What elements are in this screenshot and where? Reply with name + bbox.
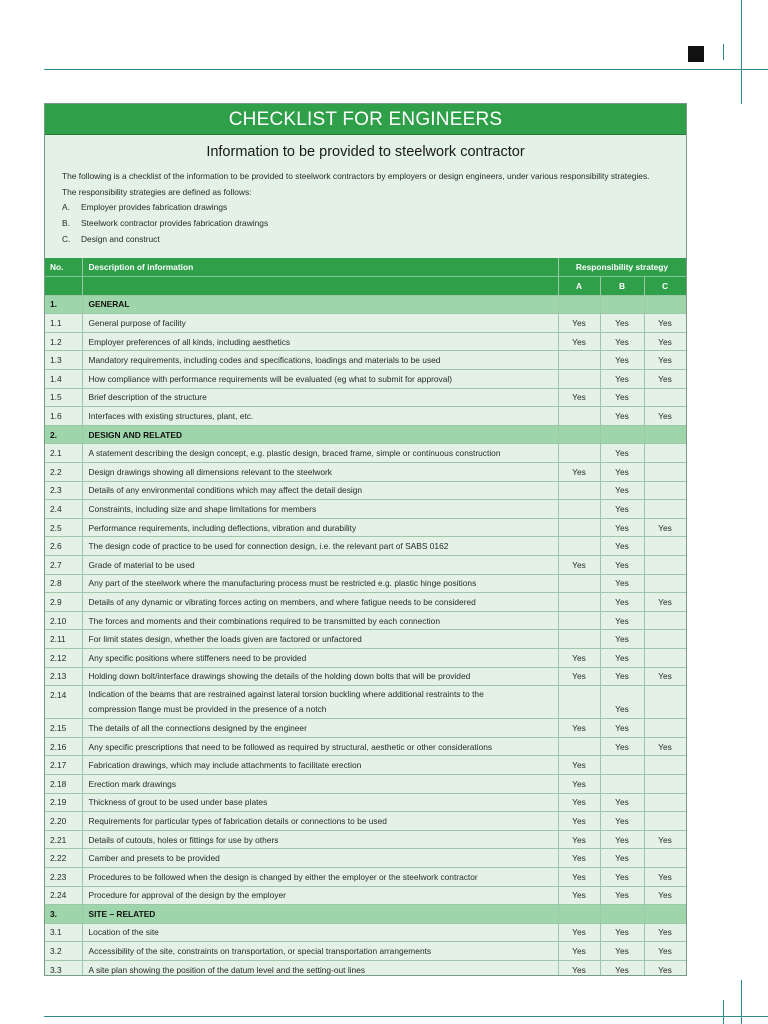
strategy-text: Employer provides fabrication drawings bbox=[81, 202, 228, 213]
row-number: 2.10 bbox=[45, 611, 82, 630]
strategy-c-cell bbox=[644, 611, 686, 630]
row-description: Grade of material to be used bbox=[82, 556, 558, 575]
table-row bbox=[45, 611, 686, 630]
row-description: A statement describing the design concept, e.g. plastic design, braced frame, simple or continuous construction bbox=[82, 444, 558, 463]
strategy-c-cell: Yes bbox=[644, 314, 686, 333]
strategy-b-cell bbox=[600, 295, 644, 314]
strategy-a-cell bbox=[558, 370, 600, 389]
strategy-text: Design and construct bbox=[81, 233, 160, 244]
row-number: 2.13 bbox=[45, 667, 82, 686]
strategy-c-cell bbox=[644, 719, 686, 738]
row-description: How compliance with performance requirements will be evaluated (eg what to submit for approval) bbox=[82, 370, 558, 389]
strategy-c-cell bbox=[644, 756, 686, 775]
strategy-a-cell: Yes bbox=[558, 867, 600, 886]
table-row bbox=[45, 793, 686, 812]
row-description: The design code of practice to be used for connection design, i.e. the relevant part of SABS 0162 bbox=[82, 537, 558, 556]
row-description: Interfaces with existing structures, plant, etc. bbox=[82, 407, 558, 426]
row-description bbox=[82, 686, 558, 719]
strategy-c-cell: Yes bbox=[644, 960, 686, 976]
strategy-b-cell: Yes bbox=[600, 611, 644, 630]
strategy-c-cell bbox=[644, 905, 686, 924]
strategy-b-cell: Yes bbox=[600, 719, 644, 738]
strategy-a-cell bbox=[558, 425, 600, 444]
row-number: 2.22 bbox=[45, 849, 82, 868]
row-description: A site plan showing the position of the datum level and the setting-out lines bbox=[82, 960, 558, 976]
col-header-no: No. bbox=[45, 258, 82, 277]
row-number: 2.4 bbox=[45, 500, 82, 519]
row-description: Requirements for particular types of fabrication details or connections to be used bbox=[82, 812, 558, 831]
strategy-b-cell: Yes bbox=[600, 886, 644, 905]
table-row bbox=[45, 537, 686, 556]
table-row bbox=[45, 556, 686, 575]
strategy-b-cell: Yes bbox=[600, 737, 644, 756]
strategy-c-cell bbox=[644, 425, 686, 444]
table-row bbox=[45, 737, 686, 756]
row-description: Location of the site bbox=[82, 923, 558, 942]
strategy-c-cell bbox=[644, 556, 686, 575]
strategy-a-cell: Yes bbox=[558, 756, 600, 775]
strategy-a-cell bbox=[558, 407, 600, 426]
strategy-a-cell: Yes bbox=[558, 812, 600, 831]
strategy-b-cell bbox=[600, 756, 644, 775]
table-row bbox=[45, 332, 686, 351]
strategy-c-cell bbox=[644, 388, 686, 407]
strategy-b-cell bbox=[600, 905, 644, 924]
table-subheader-row bbox=[45, 277, 686, 296]
strategy-a-cell: Yes bbox=[558, 886, 600, 905]
row-description: Performance requirements, including deflections, vibration and durability bbox=[82, 518, 558, 537]
row-description: Fabrication drawings, which may include attachments to facilitate erection bbox=[82, 756, 558, 775]
strategy-option-b bbox=[62, 216, 686, 232]
strategy-b-cell bbox=[600, 425, 644, 444]
row-number: 1.6 bbox=[45, 407, 82, 426]
row-description: Accessibility of the site, constraints on transportation, or special transportation arrangements bbox=[82, 942, 558, 961]
row-description: The details of all the connections designed by the engineer bbox=[82, 719, 558, 738]
table-row bbox=[45, 774, 686, 793]
registration-mark bbox=[688, 46, 704, 62]
row-description: Mandatory requirements, including codes and specifications, loadings and materials to be used bbox=[82, 351, 558, 370]
strategy-c-cell: Yes bbox=[644, 370, 686, 389]
row-description: Design drawings showing all dimensions relevant to the steelwork bbox=[82, 463, 558, 482]
strategy-a-cell: Yes bbox=[558, 774, 600, 793]
strategy-b-cell: Yes bbox=[600, 942, 644, 961]
intro-line-1: The following is a checklist of the information to be provided to steelwork contractors by employers or design engineers, under various responsibility strategies. bbox=[62, 171, 650, 181]
strategy-a-cell bbox=[558, 537, 600, 556]
row-number: 2.8 bbox=[45, 574, 82, 593]
row-description: Procedure for approval of the design by the employer bbox=[82, 886, 558, 905]
page-title: CHECKLIST FOR ENGINEERS bbox=[45, 104, 686, 135]
row-number: 1.4 bbox=[45, 370, 82, 389]
row-number: 1.1 bbox=[45, 314, 82, 333]
crop-line-vertical-top bbox=[741, 0, 742, 104]
strategy-a-cell bbox=[558, 630, 600, 649]
row-number: 2.9 bbox=[45, 593, 82, 612]
table-row bbox=[45, 719, 686, 738]
row-number: 3. bbox=[45, 905, 82, 924]
row-number: 2.12 bbox=[45, 648, 82, 667]
strategy-c-cell bbox=[644, 481, 686, 500]
row-description-line: compression flange must be provided in the presence of a notch bbox=[88, 704, 327, 715]
strategy-a-cell: Yes bbox=[558, 719, 600, 738]
table-row bbox=[45, 630, 686, 649]
strategy-a-cell: Yes bbox=[558, 667, 600, 686]
table-row bbox=[45, 593, 686, 612]
strategy-c-cell bbox=[644, 537, 686, 556]
table-row bbox=[45, 518, 686, 537]
col-header-c: C bbox=[644, 277, 686, 296]
strategy-a-cell bbox=[558, 444, 600, 463]
row-number: 2.20 bbox=[45, 812, 82, 831]
strategy-b-cell: Yes bbox=[600, 518, 644, 537]
table-row bbox=[45, 314, 686, 333]
table-header-row bbox=[45, 258, 686, 277]
strategy-letter: A. bbox=[62, 202, 70, 213]
strategy-b-cell: Yes bbox=[600, 867, 644, 886]
strategy-b-cell: Yes bbox=[600, 667, 644, 686]
table-row bbox=[45, 923, 686, 942]
row-number: 2.1 bbox=[45, 444, 82, 463]
strategy-c-cell bbox=[644, 500, 686, 519]
strategy-b-cell: Yes bbox=[600, 648, 644, 667]
checklist-table bbox=[45, 258, 687, 976]
row-description: General purpose of facility bbox=[82, 314, 558, 333]
strategy-c-cell: Yes bbox=[644, 942, 686, 961]
table-row bbox=[45, 388, 686, 407]
row-description: Any part of the steelwork where the manufacturing process must be restricted e.g. plastic hinge positions bbox=[82, 574, 558, 593]
strategy-b-cell: Yes bbox=[600, 812, 644, 831]
strategy-b-cell: Yes bbox=[600, 537, 644, 556]
row-number: 2.23 bbox=[45, 867, 82, 886]
row-number: 3.2 bbox=[45, 942, 82, 961]
strategy-b-cell: Yes bbox=[600, 830, 644, 849]
strategy-option-a bbox=[62, 200, 686, 216]
row-number: 1.3 bbox=[45, 351, 82, 370]
row-description: Thickness of grout to be used under base plates bbox=[82, 793, 558, 812]
section-row bbox=[45, 905, 686, 924]
strategy-c-cell bbox=[644, 648, 686, 667]
strategy-c-cell bbox=[644, 686, 686, 719]
row-description: Details of cutouts, holes or fittings for use by others bbox=[82, 830, 558, 849]
row-description: Details of any dynamic or vibrating forces acting on members, and where fatigue needs to be considered bbox=[82, 593, 558, 612]
strategy-b-cell: Yes bbox=[600, 500, 644, 519]
strategy-b-cell: Yes bbox=[600, 388, 644, 407]
row-description: Camber and presets to be provided bbox=[82, 849, 558, 868]
table-row bbox=[45, 481, 686, 500]
strategy-c-cell bbox=[644, 812, 686, 831]
strategy-b-cell: Yes bbox=[600, 444, 644, 463]
row-number: 2.6 bbox=[45, 537, 82, 556]
strategy-option-c bbox=[62, 232, 686, 248]
strategy-b-cell: Yes bbox=[600, 923, 644, 942]
row-number: 2.15 bbox=[45, 719, 82, 738]
row-number: 1.2 bbox=[45, 332, 82, 351]
row-description: DESIGN AND RELATED bbox=[82, 425, 558, 444]
strategy-a-cell: Yes bbox=[558, 314, 600, 333]
strategy-c-cell bbox=[644, 295, 686, 314]
strategy-a-cell bbox=[558, 574, 600, 593]
strategy-b-cell: Yes bbox=[600, 793, 644, 812]
row-number: 2.14 bbox=[45, 686, 82, 719]
strategy-b-cell: Yes bbox=[600, 463, 644, 482]
row-description: The forces and moments and their combinations required to be transmitted by each connection bbox=[82, 611, 558, 630]
row-number: 2.19 bbox=[45, 793, 82, 812]
strategy-c-cell: Yes bbox=[644, 593, 686, 612]
row-description: Procedures to be followed when the design is changed by either the employer or the steelwork contractor bbox=[82, 867, 558, 886]
strategy-b-cell: Yes bbox=[600, 556, 644, 575]
row-description: Constraints, including size and shape limitations for members bbox=[82, 500, 558, 519]
strategy-c-cell bbox=[644, 463, 686, 482]
row-number: 2. bbox=[45, 425, 82, 444]
table-row bbox=[45, 463, 686, 482]
strategy-b-cell: Yes bbox=[600, 686, 644, 719]
row-number: 2.16 bbox=[45, 737, 82, 756]
strategy-b-cell: Yes bbox=[600, 960, 644, 976]
strategy-c-cell: Yes bbox=[644, 351, 686, 370]
row-number: 1. bbox=[45, 295, 82, 314]
page-subtitle: Information to be provided to steelwork contractor bbox=[206, 144, 525, 160]
col-header-b: B bbox=[600, 277, 644, 296]
strategy-c-cell: Yes bbox=[644, 667, 686, 686]
col-header-description: Description of information bbox=[82, 258, 558, 277]
row-number: 2.11 bbox=[45, 630, 82, 649]
strategy-c-cell bbox=[644, 444, 686, 463]
row-number: 2.2 bbox=[45, 463, 82, 482]
table-row bbox=[45, 351, 686, 370]
table-row bbox=[45, 370, 686, 389]
subheader-blank bbox=[45, 277, 82, 296]
strategy-b-cell: Yes bbox=[600, 314, 644, 333]
strategy-a-cell bbox=[558, 611, 600, 630]
crop-line-vertical-bottom bbox=[741, 980, 742, 1024]
strategy-a-cell: Yes bbox=[558, 830, 600, 849]
table-row bbox=[45, 867, 686, 886]
section-row bbox=[45, 295, 686, 314]
row-description: For limit states design, whether the loads given are factored or unfactored bbox=[82, 630, 558, 649]
strategy-a-cell: Yes bbox=[558, 960, 600, 976]
row-number: 2.5 bbox=[45, 518, 82, 537]
row-number: 2.7 bbox=[45, 556, 82, 575]
row-description: Brief description of the structure bbox=[82, 388, 558, 407]
strategy-a-cell: Yes bbox=[558, 849, 600, 868]
checklist-sheet bbox=[44, 103, 687, 976]
strategy-c-cell bbox=[644, 793, 686, 812]
strategy-a-cell: Yes bbox=[558, 332, 600, 351]
strategy-c-cell: Yes bbox=[644, 332, 686, 351]
table-row bbox=[45, 500, 686, 519]
strategy-c-cell: Yes bbox=[644, 867, 686, 886]
strategy-c-cell bbox=[644, 630, 686, 649]
table-row bbox=[45, 812, 686, 831]
strategy-b-cell: Yes bbox=[600, 351, 644, 370]
section-row bbox=[45, 425, 686, 444]
crop-line-vertical-left-top bbox=[723, 44, 724, 60]
col-header-a: A bbox=[558, 277, 600, 296]
table-row bbox=[45, 574, 686, 593]
strategy-a-cell: Yes bbox=[558, 463, 600, 482]
row-description: Holding down bolt/interface drawings showing the details of the holding down bolts that will be provided bbox=[82, 667, 558, 686]
table-row bbox=[45, 830, 686, 849]
strategy-b-cell bbox=[600, 774, 644, 793]
strategy-c-cell bbox=[644, 849, 686, 868]
crop-line-bottom bbox=[44, 1016, 768, 1017]
strategy-a-cell: Yes bbox=[558, 388, 600, 407]
row-number: 3.3 bbox=[45, 960, 82, 976]
strategy-a-cell bbox=[558, 500, 600, 519]
strategy-a-cell bbox=[558, 518, 600, 537]
row-number: 3.1 bbox=[45, 923, 82, 942]
strategy-b-cell: Yes bbox=[600, 332, 644, 351]
strategy-b-cell: Yes bbox=[600, 849, 644, 868]
strategy-c-cell bbox=[644, 774, 686, 793]
strategy-text: Steelwork contractor provides fabrication drawings bbox=[81, 218, 269, 229]
table-row bbox=[45, 756, 686, 775]
table-row bbox=[45, 960, 686, 976]
strategy-b-cell: Yes bbox=[600, 370, 644, 389]
table-row bbox=[45, 667, 686, 686]
strategy-letter: B. bbox=[62, 218, 70, 229]
row-description: SITE – RELATED bbox=[82, 905, 558, 924]
row-number: 1.5 bbox=[45, 388, 82, 407]
strategy-a-cell: Yes bbox=[558, 942, 600, 961]
strategy-c-cell: Yes bbox=[644, 518, 686, 537]
row-description: Any specific prescriptions that need to be followed as required by structural, aesthetic or other considerations bbox=[82, 737, 558, 756]
row-description: GENERAL bbox=[82, 295, 558, 314]
strategy-letter: C. bbox=[62, 233, 71, 244]
table-row bbox=[45, 886, 686, 905]
row-description: Any specific positions where stiffeners need to be provided bbox=[82, 648, 558, 667]
row-number: 2.24 bbox=[45, 886, 82, 905]
strategy-c-cell bbox=[644, 574, 686, 593]
strategy-c-cell: Yes bbox=[644, 923, 686, 942]
strategy-a-cell: Yes bbox=[558, 923, 600, 942]
strategy-c-cell: Yes bbox=[644, 886, 686, 905]
strategy-a-cell bbox=[558, 686, 600, 719]
row-description: Details of any environmental conditions which may affect the detail design bbox=[82, 481, 558, 500]
table-row bbox=[45, 444, 686, 463]
strategy-c-cell: Yes bbox=[644, 737, 686, 756]
row-number: 2.21 bbox=[45, 830, 82, 849]
table-row bbox=[45, 849, 686, 868]
strategy-c-cell: Yes bbox=[644, 407, 686, 426]
row-number: 2.3 bbox=[45, 481, 82, 500]
strategy-a-cell bbox=[558, 737, 600, 756]
row-description: Erection mark drawings bbox=[82, 774, 558, 793]
strategy-c-cell: Yes bbox=[644, 830, 686, 849]
strategy-a-cell bbox=[558, 351, 600, 370]
table-row bbox=[45, 407, 686, 426]
row-number: 2.18 bbox=[45, 774, 82, 793]
row-description: Employer preferences of all kinds, including aesthetics bbox=[82, 332, 558, 351]
strategy-a-cell bbox=[558, 481, 600, 500]
table-row bbox=[45, 686, 686, 719]
subheader-blank bbox=[82, 277, 558, 296]
crop-line-top bbox=[44, 69, 768, 70]
row-description-line: Indication of the beams that are restrained against lateral torsion buckling where additional restraints to the bbox=[88, 688, 484, 699]
intro-line-2: The responsibility strategies are defined as follows: bbox=[62, 186, 252, 197]
strategy-b-cell: Yes bbox=[600, 574, 644, 593]
strategy-a-cell: Yes bbox=[558, 793, 600, 812]
table-row bbox=[45, 648, 686, 667]
strategy-a-cell bbox=[558, 295, 600, 314]
strategy-b-cell: Yes bbox=[600, 481, 644, 500]
strategy-b-cell: Yes bbox=[600, 593, 644, 612]
strategy-a-cell bbox=[558, 905, 600, 924]
intro-text bbox=[45, 161, 686, 248]
strategy-a-cell: Yes bbox=[558, 648, 600, 667]
col-header-responsibility-strategy: Responsibility strategy bbox=[558, 258, 686, 277]
strategy-a-cell: Yes bbox=[558, 556, 600, 575]
strategy-a-cell bbox=[558, 593, 600, 612]
strategy-b-cell: Yes bbox=[600, 630, 644, 649]
table-row bbox=[45, 942, 686, 961]
crop-line-vertical-left-bottom bbox=[723, 1000, 724, 1024]
strategy-b-cell: Yes bbox=[600, 407, 644, 426]
row-number: 2.17 bbox=[45, 756, 82, 775]
